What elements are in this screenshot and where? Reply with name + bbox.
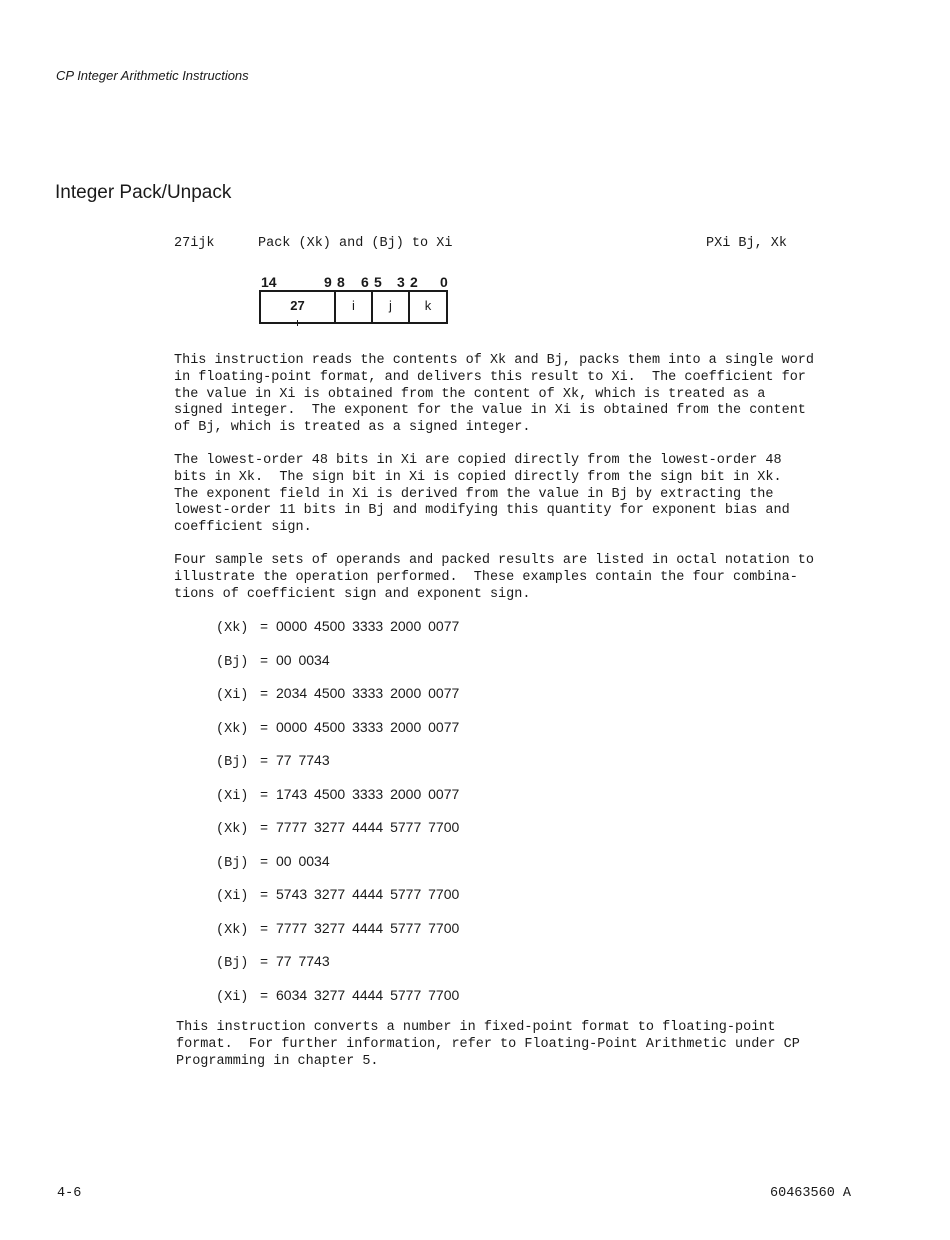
example-register: (Xi) <box>216 990 249 1005</box>
closing-paragraph: This instruction converts a number in fixed-point format to floating-point format. For further information, refer to Floating-Point Arithmetic under CP Programming in chapter 5. <box>176 1020 800 1069</box>
document-number: 60463560 A <box>770 1186 852 1201</box>
example-register: (Xk) <box>216 722 249 737</box>
example-line <box>216 853 330 871</box>
opcode-field: 27 <box>290 298 305 313</box>
example-line <box>216 719 459 737</box>
example-line <box>216 786 459 804</box>
example-register: (Xi) <box>216 889 249 904</box>
instruction-opcode: 27ijk <box>174 236 215 251</box>
equals-sign: = <box>260 789 269 804</box>
example-register: (Bj) <box>216 655 249 670</box>
example-register: (Xi) <box>216 789 249 804</box>
bit-position-label: 3 <box>397 274 405 290</box>
example-register: (Bj) <box>216 956 249 971</box>
example-register: (Xk) <box>216 822 249 837</box>
bit-position-label: 14 <box>261 274 277 290</box>
equals-sign: = <box>260 856 269 871</box>
body-paragraph: Four sample sets of operands and packed results are listed in octal notation to illustrate the operation performed. These examples contain the four combina- tions of coefficient sign and exponent sign. <box>174 553 815 602</box>
example-line <box>216 886 459 904</box>
equals-sign: = <box>260 923 269 938</box>
equals-sign: = <box>260 822 269 837</box>
k-field: k <box>424 298 432 313</box>
bit-position-label: 2 <box>410 274 418 290</box>
example-line <box>216 819 459 837</box>
example-value: 6034 3277 4444 5777 7700 <box>276 987 460 1003</box>
example-value: 0000 4500 3333 2000 0077 <box>276 719 460 735</box>
instruction-mnemonic: PXi Bj, Xk <box>706 236 788 251</box>
bit-tick <box>297 320 298 326</box>
example-register: (Bj) <box>216 856 249 871</box>
equals-sign: = <box>260 688 269 703</box>
example-value: 00 0034 <box>276 652 330 668</box>
example-register: (Xi) <box>216 688 249 703</box>
equals-sign: = <box>260 956 269 971</box>
example-line <box>216 987 459 1005</box>
example-value: 00 0034 <box>276 853 330 869</box>
example-value: 2034 4500 3333 2000 0077 <box>276 685 460 701</box>
example-line <box>216 618 459 636</box>
equals-sign: = <box>260 722 269 737</box>
example-register: (Bj) <box>216 755 249 770</box>
equals-sign: = <box>260 755 269 770</box>
example-line <box>216 953 330 971</box>
page-number: 4-6 <box>57 1186 82 1201</box>
example-value: 77 7743 <box>276 752 330 768</box>
body-paragraph: The lowest-order 48 bits in Xi are copied directly from the lowest-order 48 bits in Xk. The sign bit in Xi is copied directly from the sign bit in Xk. The exponent field in Xi is derived from the value in Bj by extracting the lowest-order 11 bits in Bj and modifying this quantity for exponent bias and coefficient sign. <box>174 453 790 536</box>
example-register: (Xk) <box>216 923 249 938</box>
example-value: 0000 4500 3333 2000 0077 <box>276 618 460 634</box>
bit-position-label: 8 <box>337 274 345 290</box>
example-line <box>216 752 330 770</box>
running-header: CP Integer Arithmetic Instructions <box>56 68 249 83</box>
example-line <box>216 652 330 670</box>
j-field: j <box>389 298 392 313</box>
equals-sign: = <box>260 889 269 904</box>
equals-sign: = <box>260 990 269 1005</box>
equals-sign: = <box>260 621 269 636</box>
i-field: i <box>352 298 355 313</box>
example-register: (Xk) <box>216 621 249 636</box>
body-paragraph: This instruction reads the contents of Xk and Bj, packs them into a single word in floating-point format, and delivers this result to Xi. The coefficient for the value in Xi is obtained from the content of Xk, which is treated as a signed integer. The exponent for the value in Xi is obtained from the content of Bj, which is treated as a signed integer. <box>174 353 815 436</box>
example-value: 7777 3277 4444 5777 7700 <box>276 920 460 936</box>
equals-sign: = <box>260 655 269 670</box>
example-line <box>216 685 459 703</box>
section-title: Integer Pack/Unpack <box>55 182 232 203</box>
bit-position-label: 5 <box>374 274 382 290</box>
example-value: 1743 4500 3333 2000 0077 <box>276 786 460 802</box>
example-value: 5743 3277 4444 5777 7700 <box>276 886 460 902</box>
example-line <box>216 920 459 938</box>
bit-position-label: 9 <box>324 274 332 290</box>
format-box <box>259 290 448 324</box>
instruction-description: Pack (Xk) and (Bj) to Xi <box>258 236 453 251</box>
example-value: 77 7743 <box>276 953 330 969</box>
example-value: 7777 3277 4444 5777 7700 <box>276 819 460 835</box>
bit-position-label: 0 <box>440 274 448 290</box>
bit-position-label: 6 <box>361 274 369 290</box>
